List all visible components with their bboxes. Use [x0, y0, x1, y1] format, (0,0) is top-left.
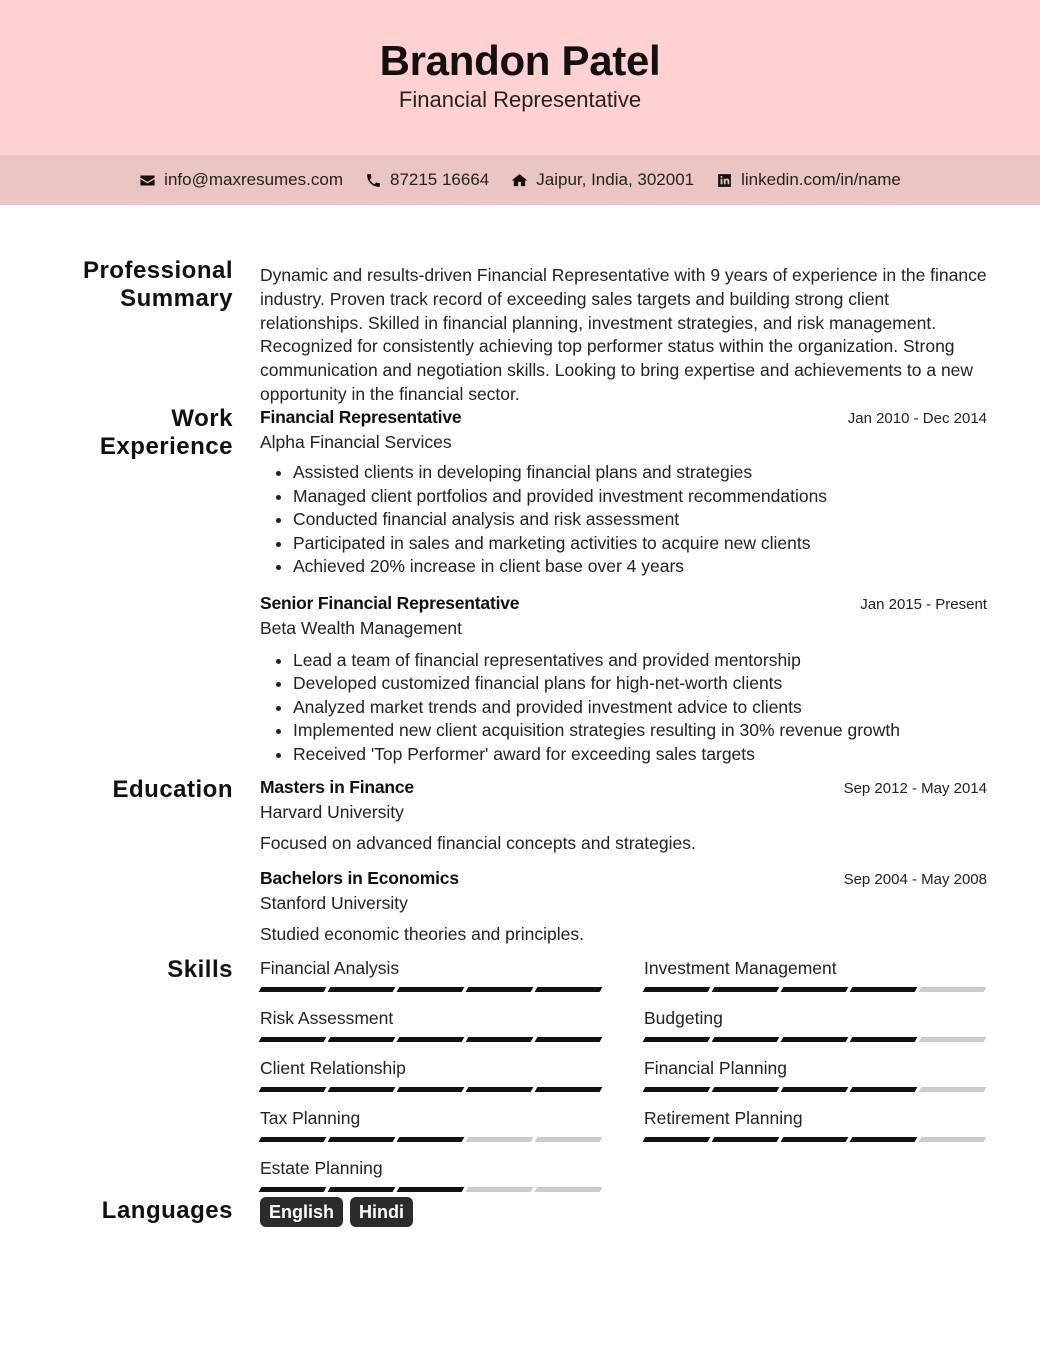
summary-body	[260, 264, 987, 407]
skill-level-segment	[466, 1187, 534, 1192]
degree-description: Studied economic theories and principles.	[260, 924, 584, 944]
summary-title: Professional Summary	[82, 257, 233, 312]
skill-level-segment	[259, 987, 327, 992]
skill-item	[260, 1007, 603, 1057]
list-item: • Implemented new client acquisition strategies resulting in 30% revenue growth	[293, 719, 987, 743]
skill-level-segment	[397, 987, 465, 992]
language-list	[260, 1197, 987, 1227]
skill-level-segment	[466, 1087, 534, 1092]
skill-name: Retirement Planning	[644, 1108, 803, 1128]
skill-item	[644, 1007, 987, 1057]
skill-level-segment	[850, 1137, 918, 1142]
skill-level-segment	[850, 1037, 918, 1042]
skill-level-segment	[259, 1037, 327, 1042]
skill-level-bar	[644, 1037, 987, 1042]
school-name: Stanford University	[260, 893, 408, 913]
phone-icon	[365, 172, 382, 189]
skill-level-segment	[781, 987, 849, 992]
languages-body	[260, 1197, 987, 1227]
skill-level-segment	[919, 987, 987, 992]
skills-title: Skills	[167, 956, 233, 983]
skill-level-bar	[260, 987, 603, 992]
contact-address-text: Jaipur, India, 302001	[536, 170, 695, 189]
skill-item	[644, 1057, 987, 1107]
skill-item	[260, 1107, 603, 1157]
skill-level-segment	[397, 1187, 465, 1192]
contact-bar	[0, 155, 1040, 205]
skill-name: Estate Planning	[260, 1158, 383, 1178]
skills-body	[260, 957, 987, 1207]
skill-level-segment	[397, 1087, 465, 1092]
skill-level-segment	[397, 1037, 465, 1042]
list-item: • Participated in sales and marketing activities to acquire new clients	[293, 532, 987, 556]
education-title: Education	[112, 776, 233, 803]
education-entry	[260, 777, 987, 854]
degree-description: Focused on advanced financial concepts and strategies.	[260, 833, 696, 853]
summary-text: Dynamic and results-driven Financial Representative with 9 years of experience in the finance industry. Proven track record of exceeding sales targets and building strong client relationships. Skilled in financial planning, investment strategies, and risk management. Recognized for consistently achieving top performer status within the organization. Strong communication and negotiation skills. Looking to bring expertise and achievements to a new opportunity in the financial sector.	[260, 265, 987, 404]
skill-level-segment	[535, 1037, 603, 1042]
contact-linkedin[interactable]	[716, 170, 901, 190]
skill-level-segment	[712, 1087, 780, 1092]
job-company: Alpha Financial Services	[260, 432, 452, 452]
contact-address	[511, 170, 694, 190]
home-icon	[511, 172, 528, 189]
skill-level-segment	[259, 1187, 327, 1192]
job-entry	[260, 407, 987, 579]
skill-item	[260, 957, 603, 1007]
contact-phone[interactable]	[365, 170, 489, 190]
skill-level-segment	[328, 1137, 396, 1142]
skill-level-bar	[644, 1087, 987, 1092]
skill-level-segment	[535, 1087, 603, 1092]
contact-email[interactable]	[139, 170, 343, 190]
list-item: • Lead a team of financial representatives and provided mentorship	[293, 649, 987, 673]
skill-name: Tax Planning	[260, 1108, 361, 1128]
skill-level-segment	[328, 1037, 396, 1042]
skill-level-bar	[260, 1037, 603, 1042]
skill-level-segment	[643, 1137, 711, 1142]
contact-linkedin-text: linkedin.com/in/name	[741, 170, 901, 189]
skill-level-bar	[260, 1137, 603, 1142]
list-item: • Analyzed market trends and provided investment advice to clients	[293, 696, 987, 720]
experience-title: Work Experience	[99, 405, 233, 460]
contact-email-text: info@maxresumes.com	[164, 170, 343, 189]
language-badge: Hindi	[350, 1197, 413, 1227]
resume-header	[0, 0, 1040, 155]
skill-level-segment	[466, 1137, 534, 1142]
skill-level-bar	[644, 1137, 987, 1142]
list-item: • Assisted clients in developing financial plans and strategies	[293, 461, 987, 485]
skill-level-segment	[535, 987, 603, 992]
skill-level-bar	[644, 987, 987, 992]
skill-level-segment	[712, 1037, 780, 1042]
skill-level-segment	[328, 987, 396, 992]
skill-level-segment	[850, 987, 918, 992]
experience-body	[260, 407, 987, 766]
skill-level-segment	[328, 1187, 396, 1192]
skill-level-segment	[643, 1037, 711, 1042]
job-title: Financial Representative	[260, 407, 462, 427]
skill-level-segment	[850, 1087, 918, 1092]
candidate-role: Financial Representative	[398, 87, 642, 112]
education-body	[260, 777, 987, 945]
skill-name: Budgeting	[644, 1008, 723, 1028]
language-badge: English	[260, 1197, 343, 1227]
skill-level-segment	[781, 1137, 849, 1142]
skill-item	[260, 1057, 603, 1107]
skill-level-segment	[712, 987, 780, 992]
skill-level-segment	[259, 1087, 327, 1092]
degree-date: Sep 2004 - May 2008	[843, 871, 987, 888]
job-bullets	[260, 649, 987, 767]
skill-name: Financial Analysis	[260, 958, 400, 978]
skill-level-bar	[260, 1087, 603, 1092]
languages-title: Languages	[101, 1197, 233, 1224]
skill-item	[644, 957, 987, 1007]
skill-level-segment	[712, 1137, 780, 1142]
skill-item	[644, 1107, 987, 1157]
candidate-name: Brandon Patel	[379, 37, 661, 84]
list-item: • Conducted financial analysis and risk assessment	[293, 508, 987, 532]
skill-level-segment	[328, 1087, 396, 1092]
job-company: Beta Wealth Management	[260, 617, 463, 638]
skill-level-bar	[260, 1187, 603, 1192]
skill-level-segment	[919, 1137, 987, 1142]
skills-grid	[260, 957, 987, 1207]
skill-level-segment	[466, 987, 534, 992]
skill-name: Investment Management	[644, 958, 837, 978]
list-item: • Managed client portfolios and provided investment recommendations	[293, 485, 987, 509]
education-entry	[260, 868, 987, 945]
skill-level-segment	[535, 1187, 603, 1192]
skill-name: Risk Assessment	[260, 1008, 394, 1028]
job-date: Jan 2015 - Present	[860, 595, 987, 613]
job-title: Senior Financial Representative	[260, 592, 520, 613]
skill-level-segment	[259, 1137, 327, 1142]
school-name: Harvard University	[260, 802, 404, 822]
envelope-icon	[139, 172, 156, 189]
degree-title: Masters in Finance	[260, 777, 414, 797]
skill-name: Client Relationship	[260, 1058, 406, 1078]
job-date: Jan 2010 - Dec 2014	[847, 410, 987, 427]
list-item: • Received 'Top Performer' award for exceeding sales targets	[293, 743, 987, 767]
skill-level-segment	[781, 1037, 849, 1042]
job-bullets	[260, 461, 987, 579]
skill-level-segment	[535, 1137, 603, 1142]
linkedin-icon	[716, 172, 733, 189]
skill-level-segment	[397, 1137, 465, 1142]
skill-level-segment	[919, 1087, 987, 1092]
skill-level-segment	[643, 1087, 711, 1092]
job-entry	[260, 593, 987, 767]
degree-date: Sep 2012 - May 2014	[843, 780, 987, 797]
skill-name: Financial Planning	[644, 1058, 788, 1078]
contact-phone-text: 87215 16664	[389, 170, 490, 189]
skill-level-segment	[643, 987, 711, 992]
skill-level-segment	[781, 1087, 849, 1092]
list-item: • Developed customized financial plans for high-net-worth clients	[293, 672, 987, 696]
skill-level-segment	[466, 1037, 534, 1042]
list-item: • Achieved 20% increase in client base over 4 years	[293, 555, 987, 579]
skill-level-segment	[919, 1037, 987, 1042]
degree-title: Bachelors in Economics	[260, 868, 459, 888]
